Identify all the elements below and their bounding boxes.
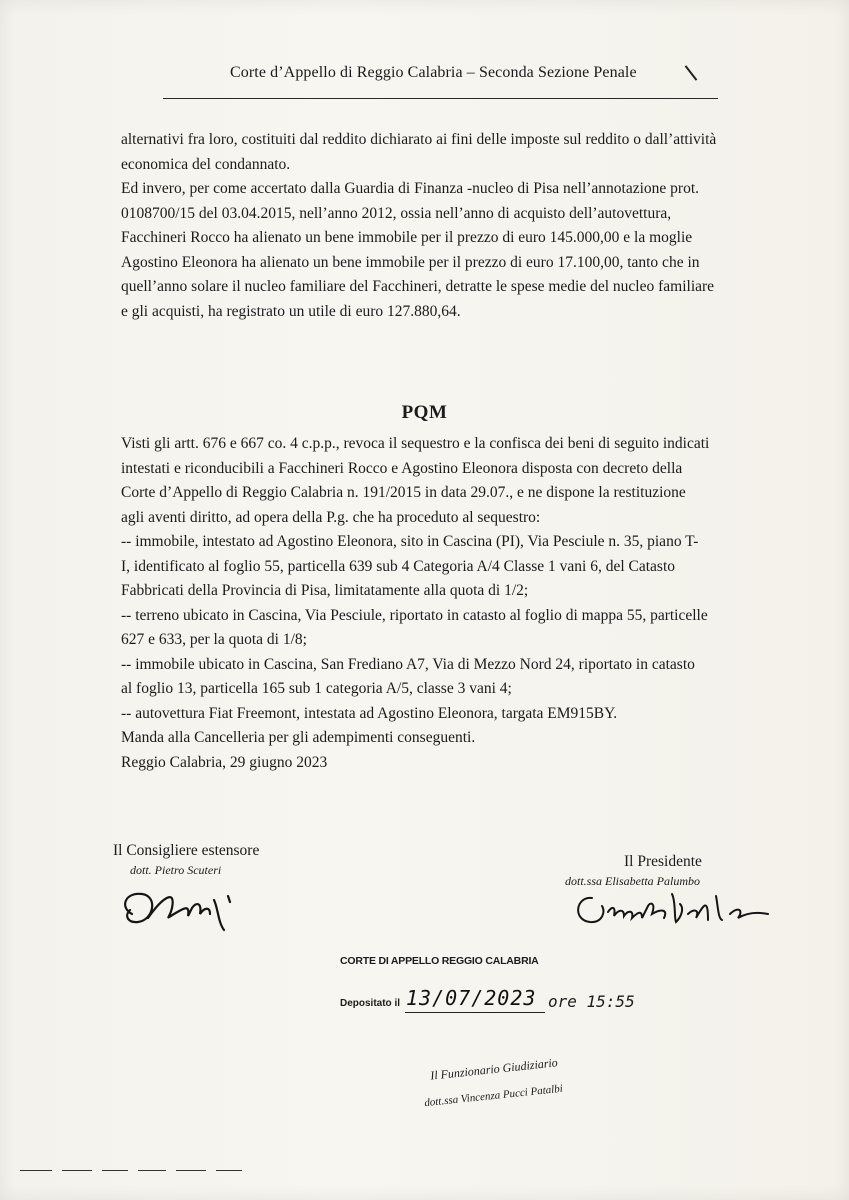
- dash-segment: [62, 1170, 92, 1171]
- handwritten-signature-right: [572, 884, 782, 934]
- text-line: intestati e riconducibili a Facchineri Rocco e Agostino Eleonora disposta con decreto della: [121, 459, 683, 477]
- signer-name-left: dott. Pietro Scuteri: [130, 863, 222, 877]
- functionary-title-handwritten: Il Funzionario Giudiziario: [429, 1055, 559, 1083]
- text-line: 0108700/15 del 03.04.2015, nell’anno 2012, ossia nell’anno di acquisto dell’autovettura,: [121, 204, 672, 222]
- dash-segment: [102, 1170, 128, 1171]
- footer-dashed-rule: [0, 1170, 849, 1178]
- list-item: -- autovettura Fiat Freemont, intestata ad Agostino Eleonora, targata EM915BY.: [121, 704, 618, 722]
- list-item: -- terreno ubicato in Cascina, Via Pesciule, riportato in catasto al foglio di mappa 55, particelle: [121, 606, 708, 624]
- list-item: -- immobile, intestato ad Agostino Eleonora, sito in Cascina (PI), Via Pesciule n. 35, piano T-: [121, 533, 699, 550]
- text-line: Manda alla Cancelleria per gli adempimenti conseguenti.: [121, 729, 476, 746]
- text-line: 627 e 633, per la quota di 1/8;: [121, 631, 307, 648]
- date-place-line: Reggio Calabria, 29 giugno 2023: [121, 753, 328, 771]
- signature-block-right: [565, 853, 702, 888]
- signature-block-left: [113, 842, 260, 877]
- text-line: Corte d’Appello di Reggio Calabria n. 191/2015 in data 29.07., e ne dispone la restituzione: [121, 484, 686, 501]
- text-line: alternativi fra loro, costituiti dal reddito dichiarato ai fini delle imposte sul reddito o dall’attività: [121, 131, 717, 148]
- text-line: Facchineri Rocco ha alienato un bene immobile per il prezzo di euro 145.000,00 e la moglie: [121, 229, 693, 246]
- text-line: al foglio 13, particella 165 sub 1 categoria A/5, classe 3 vani 4;: [121, 680, 512, 697]
- deposit-date-underline: [405, 1012, 545, 1013]
- deposit-label: Depositato il: [340, 998, 401, 1009]
- text-line: Fabbricati della Provincia di Pisa, limitatamente alla quota di 1/2;: [121, 582, 529, 599]
- deposit-date-handwritten: 13/07/2023: [406, 986, 537, 1010]
- court-stamp-title: CORTE DI APPELLO REGGIO CALABRIA: [340, 955, 539, 967]
- list-item: -- immobile ubicato in Cascina, San Frediano A7, Via di Mezzo Nord 24, riportato in catasto: [121, 655, 695, 673]
- header-divider: [163, 98, 718, 99]
- signer-name-right: dott.ssa Elisabetta Palumbo: [565, 874, 700, 888]
- text-line: quell’anno solare il nucleo familiare del Facchineri, detratte le spese medie del nucleo familiare: [121, 278, 715, 295]
- pqm-decision-body: [121, 432, 761, 775]
- handwritten-signature-left: [118, 878, 288, 938]
- dash-segment: [176, 1170, 206, 1171]
- text-line: Agostino Eleonora ha alienato un bene immobile per il prezzo di euro 17.100,00, tanto che in: [121, 253, 700, 271]
- signer-role-right: Il Presidente: [624, 853, 702, 870]
- text-line: economica del condannato.: [121, 155, 291, 173]
- text-line: Ed invero, per come accertato dalla Guardia di Finanza -nucleo di Pisa nell’annotazione prot.: [121, 180, 700, 197]
- functionary-name-handwritten: dott.ssa Vincenza Pucci Patalbi: [423, 1082, 564, 1110]
- paragraph-reasoning: [121, 128, 761, 324]
- handwritten-tick-mark: [685, 65, 698, 80]
- dash-segment: [20, 1170, 52, 1171]
- text-line: agli aventi diritto, ad opera della P.g. che ha proceduto al sequestro:: [121, 508, 541, 526]
- pqm-heading: PQM: [401, 402, 448, 423]
- text-line: Visti gli artt. 676 e 667 co. 4 c.p.p., revoca il sequestro e la confisca dei beni di seguito indicati: [121, 435, 710, 452]
- signer-role-left: Il Consigliere estensore: [113, 842, 260, 859]
- deposit-time-handwritten: ore 15:55: [548, 992, 635, 1011]
- text-line: I, identificato al foglio 55, particella 639 sub 4 Categoria A/4 Classe 1 vani 6, del Catasto: [121, 557, 675, 575]
- text-line: e gli acquisti, ha registrato un utile di euro 127.880,64.: [121, 302, 461, 320]
- dash-segment: [138, 1170, 166, 1171]
- dash-segment: [216, 1170, 242, 1171]
- page-header-title: Corte d’Appello di Reggio Calabria – Seconda Sezione Penale: [230, 64, 637, 81]
